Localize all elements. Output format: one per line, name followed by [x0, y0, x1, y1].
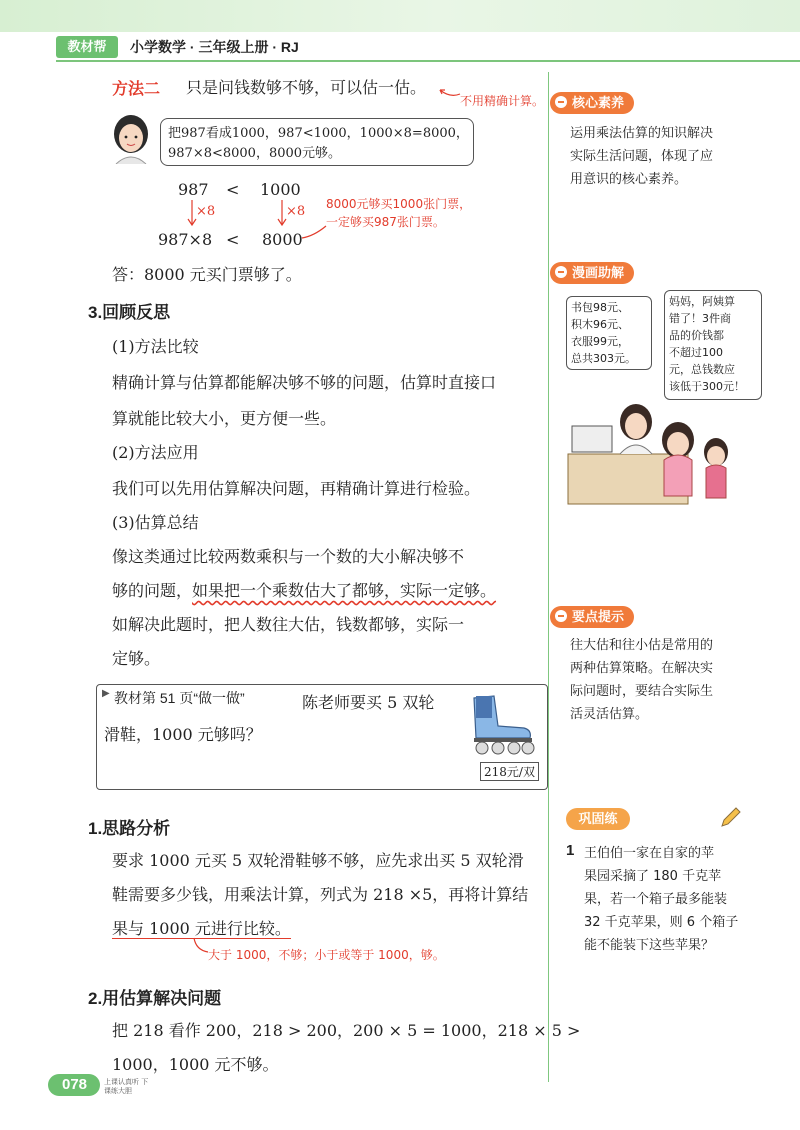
analysis-note: 大于 1000，不够；小于或等于 1000，够。 — [208, 948, 445, 962]
answer-text: 答：8000 元买门票够了。 — [112, 265, 302, 284]
mult-right: ×8 — [286, 204, 306, 219]
roller-skate-icon — [466, 690, 540, 756]
hand-point-icon — [554, 609, 568, 623]
triangle-icon: ▶ — [102, 688, 110, 699]
tag-core-literacy: 核心素养 — [550, 92, 634, 114]
hand-point-icon — [554, 95, 568, 109]
comic-bubble-clerk: 书包98元、 积木96元、 衣服99元， 总共303元。 — [566, 296, 652, 370]
tag-practice: 巩固练 — [566, 808, 630, 830]
exercise-l1: 陈老师要买 5 双轮 — [302, 693, 435, 712]
review-p3-l4: 定够。 — [112, 649, 161, 668]
hand-point-icon — [554, 265, 568, 279]
review-p2-l1: 我们可以先用估算解决问题，再精确计算进行检验。 — [112, 479, 481, 498]
review-p1-l1: 精确计算与估算都能解决够不够的问题，估算时直接口 — [112, 373, 497, 392]
mult-left: ×8 — [196, 204, 216, 219]
side-note-2: 一定够买987张门票。 — [326, 215, 445, 229]
cmp-left-bottom: 987×8 — [158, 230, 213, 249]
note-arrow-icon — [438, 84, 462, 100]
review-p1-title: (1)方法比较 — [112, 337, 199, 356]
review-p3-l2: 够的问题，如果把一个乘数估大了都够，实际一定够。 — [112, 581, 497, 600]
cmp-right-top: 1000 — [260, 180, 301, 199]
page-number: 078 — [62, 1076, 88, 1093]
header-divider — [56, 60, 800, 62]
price-tag: 218元/双 — [480, 762, 539, 781]
practice-text: 王伯伯一家在自家的苹 果园采摘了 180 千克苹 果，若一个箱子最多能装 32 千克苹果，则 6 个箱子 能不能装下这些苹果？ — [584, 846, 739, 953]
analysis-note-arrow-icon — [190, 936, 210, 958]
review-heading: 3.回顾反思 — [88, 303, 171, 322]
estimate-heading: 2.用估算解决问题 — [88, 989, 222, 1008]
comic-illustration — [566, 400, 766, 508]
exercise-ref: 教材第 51 页“做一做” — [114, 690, 245, 706]
page-title: 小学数学 · 三年级上册 · RJ — [130, 39, 299, 55]
analysis-l1: 要求 1000 元买 5 双轮滑鞋够不够，应先求出买 5 双轮滑 — [112, 851, 524, 870]
exercise-l2: 滑鞋，1000 元够吗？ — [104, 725, 262, 744]
review-p2-title: (2)方法应用 — [112, 443, 199, 462]
teacher-avatar — [108, 112, 154, 164]
comic-bubble-child: 妈妈，阿姨算 错了！3件商 品的价钱都 不超过100 元，总钱数应 该低于300元！ — [664, 290, 762, 400]
method-label: 方法二 — [112, 81, 161, 98]
book-tab: 教材帮 — [56, 36, 118, 58]
core-text: 运用乘法估算的知识解决 实际生活问题，体现了应 用意识的核心素养。 — [570, 126, 714, 187]
review-p3-l1: 像这类通过比较两数乘积与一个数的大小解决够不 — [112, 547, 465, 566]
column-divider — [548, 72, 549, 1082]
tag-key-points: 要点提示 — [550, 606, 634, 628]
practice-num: 1 — [566, 842, 575, 859]
method-text: 只是问钱数够不够，可以估一估。 — [186, 78, 427, 97]
pencil-icon — [718, 806, 742, 830]
header-band — [0, 0, 800, 32]
cmp-op-bottom: < — [226, 230, 240, 249]
estimate-l2: 1000，1000 元不够。 — [112, 1055, 279, 1074]
cmp-left-top: 987 — [178, 180, 209, 199]
cmp-op-top: < — [226, 180, 240, 199]
side-note-1: 8000元够买1000张门票， — [326, 197, 472, 211]
review-p1-l2: 算就能比较大小，更方便一些。 — [112, 409, 337, 428]
review-p3-l3: 如解决此题时，把人数往大估，钱数都够，实际一 — [112, 615, 465, 634]
analysis-l2: 鞋需要多少钱，用乘法计算，列式为 218 ×5，再将计算结 — [112, 885, 529, 904]
method-note: 不用精确计算。 — [460, 94, 545, 108]
analysis-l3: 果与 1000 元进行比较。 — [112, 919, 291, 938]
estimate-l1: 把 218 看作 200，218 > 200，200 × 5 = 1000，218 × 5 > — [112, 1021, 581, 1040]
tag-comic: 漫画助解 — [550, 262, 634, 284]
key-points-text: 往大估和往小估是常用的 两种估算策略。在解决实 际问题时，要结合实际生 活灵活估算。 — [570, 638, 714, 722]
bubble-line-2: 987×8<8000，8000元够。 — [168, 146, 342, 161]
analysis-heading: 1.思路分析 — [88, 819, 171, 838]
cmp-right-bottom: 8000 — [262, 230, 303, 249]
footer-slogan: 上课认真听 下课练大胆 — [104, 1078, 149, 1095]
review-p3-title: (3)估算总结 — [112, 513, 199, 532]
bubble-line-1: 把987看成1000，987<1000，1000×8=8000， — [168, 126, 469, 141]
